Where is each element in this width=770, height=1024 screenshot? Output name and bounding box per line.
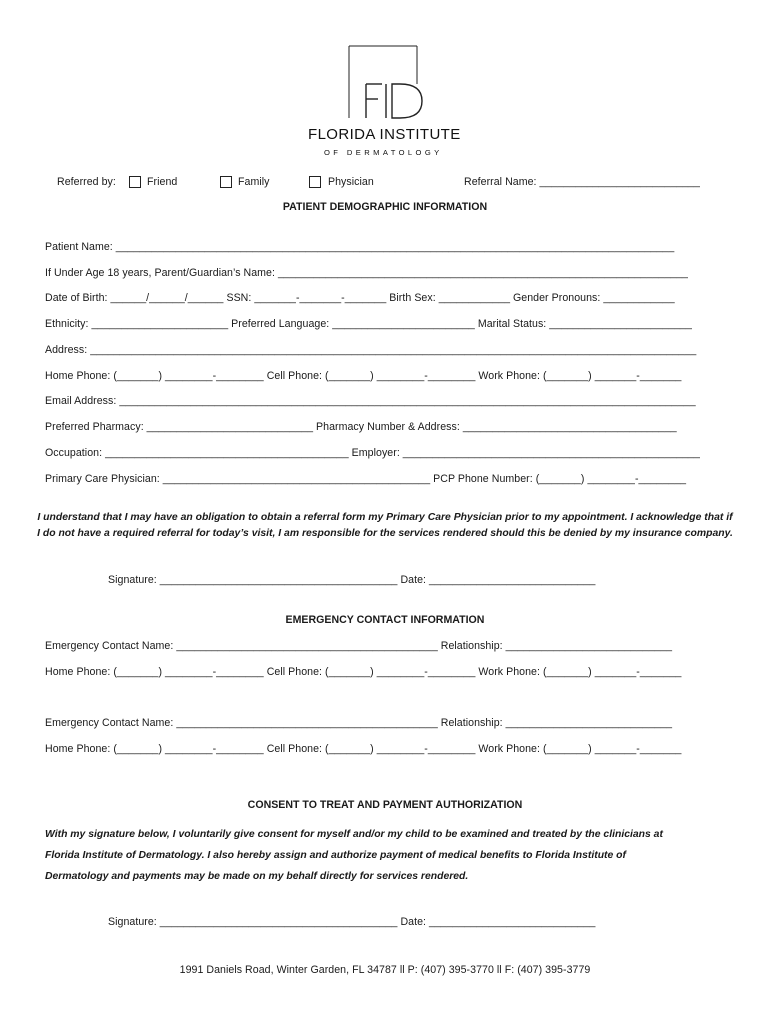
- friend-checkbox[interactable]: [129, 176, 141, 188]
- emergency-phones-1-field[interactable]: Home Phone: (_______) ________-________ Cell Phone: (_______) ________-________ Work Phone: (_______) _______-_______: [45, 666, 682, 678]
- email-field[interactable]: Email Address: _________________________________________________________________________________________________: [45, 395, 696, 407]
- patient-name-field[interactable]: Patient Name: ______________________________________________________________________________________________: [45, 241, 675, 253]
- emergency-phones-2-field[interactable]: Home Phone: (_______) ________-________ Cell Phone: (_______) ________-________ Work Phone: (_______) _______-_______: [45, 743, 682, 755]
- logo-title: FLORIDA INSTITUTE: [308, 126, 461, 143]
- friend-label: Friend: [147, 176, 178, 188]
- fid-logo-mark: [330, 44, 440, 122]
- emergency-contact-1-field[interactable]: Emergency Contact Name: ____________________________________________ Relationship: ____________________________: [45, 640, 673, 652]
- occupation-employer-field[interactable]: Occupation: _________________________________________ Employer: __________________________________________________: [45, 447, 700, 459]
- phones-field[interactable]: Home Phone: (_______) ________-________ Cell Phone: (_______) ________-________ Work Phone: (_______) _______-_______: [45, 370, 682, 382]
- signature-line-1[interactable]: Signature: ________________________________________ Date: ____________________________: [108, 574, 596, 586]
- logo: [330, 44, 440, 122]
- pharmacy-field[interactable]: Preferred Pharmacy: ____________________________ Pharmacy Number & Address: ____________________________________: [45, 421, 677, 433]
- consent-line-3: Dermatology and payments may be made on my behalf directly for services rendered.: [45, 871, 469, 882]
- family-label: Family: [238, 176, 270, 188]
- guardian-name-field[interactable]: If Under Age 18 years, Parent/Guardian’s Name: _____________________________________________________________________: [45, 267, 688, 279]
- signature-line-2[interactable]: Signature: ________________________________________ Date: ____________________________: [108, 916, 596, 928]
- physician-checkbox[interactable]: [309, 176, 321, 188]
- logo-subtitle: OF DERMATOLOGY: [324, 148, 443, 157]
- emergency-contact-2-field[interactable]: Emergency Contact Name: ____________________________________________ Relationship: ____________________________: [45, 717, 673, 729]
- address-field[interactable]: Address: ______________________________________________________________________________________________________: [45, 344, 697, 356]
- family-checkbox[interactable]: [220, 176, 232, 188]
- referral-name-field[interactable]: Referral Name: ___________________________: [464, 176, 700, 188]
- referred-by-label: Referred by:: [57, 176, 116, 188]
- consent-line-2: Florida Institute of Dermatology. I also hereby assign and authorize payment of medical benefits to Florida Institute of: [45, 850, 626, 861]
- referral-notice: I understand that I may have an obligation to obtain a referral form my Primary Care Physician prior to my appointment. I acknowledge that if I do not have a required referral for today’s visit, I am responsible for the services rendered should this be denied by my insurance company.: [37, 512, 733, 539]
- demographics-heading: PATIENT DEMOGRAPHIC INFORMATION: [282, 201, 488, 213]
- emergency-heading: EMERGENCY CONTACT INFORMATION: [285, 614, 485, 626]
- consent-line-1: With my signature below, I voluntarily give consent for myself and/or my child to be examined and treated by the clinicians at: [45, 829, 663, 840]
- dob-ssn-sex-pronouns-field[interactable]: Date of Birth: ______/______/______ SSN: _______-_______-_______ Birth Sex: ____________ Gender Pronouns: ____________: [45, 292, 675, 304]
- ethnicity-language-marital-field[interactable]: Ethnicity: _______________________ Preferred Language: ________________________ Marital Status: ________________________: [45, 318, 692, 330]
- consent-heading: CONSENT TO TREAT AND PAYMENT AUTHORIZATION: [247, 799, 523, 811]
- physician-label: Physician: [328, 176, 374, 188]
- footer-address: 1991 Daniels Road, Winter Garden, FL 34787 ll P: (407) 395-3770 ll F: (407) 395-3779: [179, 964, 591, 976]
- pcp-field[interactable]: Primary Care Physician: _____________________________________________ PCP Phone Number: (_______) ________-________: [45, 473, 687, 485]
